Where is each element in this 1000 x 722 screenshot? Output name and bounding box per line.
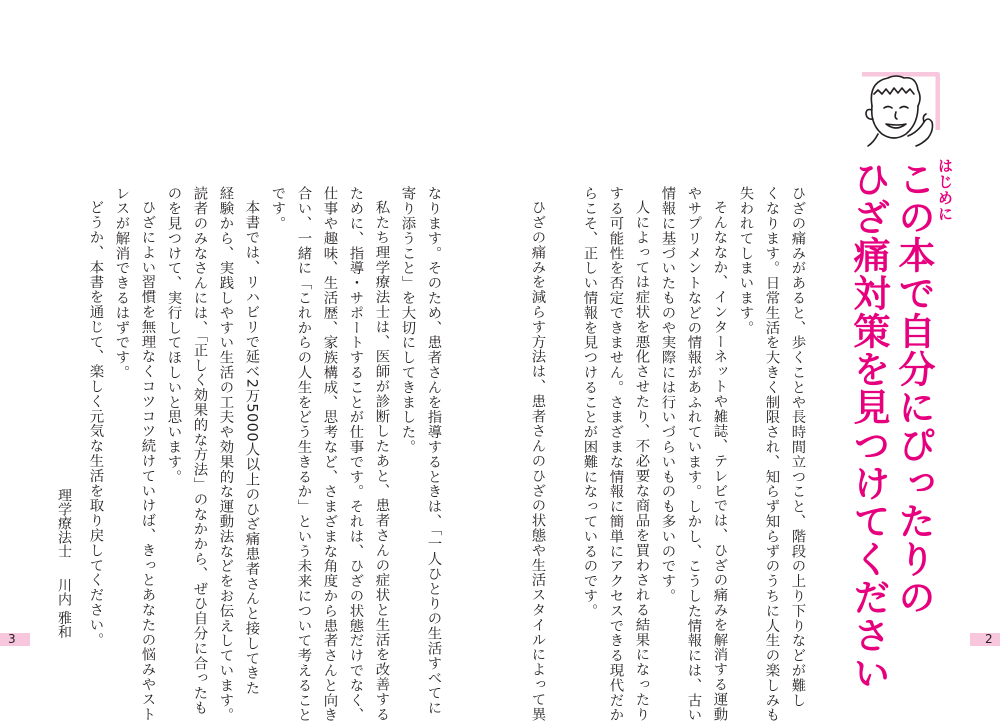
- page-number-right: 2: [985, 632, 993, 646]
- body-line: らこそ、正しい情報を見つけることが困難になっているのです。: [581, 186, 598, 619]
- body-line: 経験から、実践しやすい生活の工夫や効果的な運動法などをお伝えしています。: [217, 186, 234, 722]
- body-line: 失われてしまいます。: [737, 186, 754, 335]
- body-line: 私たち理学療法士は、医師が診断したあと、患者さんの症状と生活を改善する: [373, 200, 390, 722]
- body-line: 人によっては症状を悪化させたり、不必要な商品を買わされる結果になったり: [633, 200, 650, 722]
- body-line: する可能性を否定できません。さまざまな情報に簡単にアクセスできる現代だか: [607, 186, 624, 722]
- signature-name: 川内 雅和: [56, 578, 72, 639]
- body-line: 仕事や趣味、生活歴、家族構成、思考など、さまざまな角度から患者さんと向き: [321, 186, 338, 722]
- page-number-left: 3: [8, 632, 16, 646]
- body-line: 本書では、リハビリで延べ2万5000人以上のひざ痛患者さんと接してきた: [243, 200, 260, 696]
- signature-title: 理学療法士: [56, 488, 72, 558]
- header-label: はじめに: [936, 158, 954, 222]
- body-line: 情報に基づいたものや実際には行いづらいものも多いのです。: [659, 186, 676, 604]
- body-line: どうか、本書を通じて、楽しく元気な生活を取り戻してください。: [87, 200, 104, 647]
- chapter-title-line-1: この本で自分にぴったりの: [892, 160, 935, 616]
- body-line: やサプリメントなどの情報があふれています。しかし、こうした情報には、古い: [685, 186, 702, 722]
- body-line: ひざによい習慣を無理なくコツコツ続けていけば、きっとあなたの悩みやスト: [139, 200, 156, 722]
- body-line: 寄り添うこと」を大切にしてきました。: [399, 186, 416, 455]
- body-line: なります。そのため、患者さんを指導するときは、「一人ひとりの生活すべてに: [425, 186, 442, 716]
- body-line: そんななか、インターネットや雑誌、テレビでは、ひざの痛みを解消する運動: [711, 200, 728, 722]
- body-line: くなります。日常生活を大きく制限され、知らず知らずのうちに人生の楽しみも: [763, 186, 780, 722]
- body-line: 読者のみなさんには、「正しく効果的な方法」のなかから、ぜひ自分に合ったも: [191, 186, 208, 716]
- chapter-title-line-2: ひざ痛対策を見つけてください: [847, 160, 890, 692]
- body-line: レスが解消できるはずです。: [113, 186, 130, 380]
- body-line: のを見つけて、実行してほしいと思います。: [165, 186, 182, 484]
- body-line: ために、指導・サポートすることが仕事です。それは、ひざの状態だけでなく、: [347, 186, 364, 722]
- body-line: です。: [269, 186, 286, 231]
- body-line: ひざの痛みがあると、歩くことや長時間立つこと、階段の上り下りなどが難し: [789, 186, 806, 708]
- author-portrait-illustration: [858, 72, 940, 148]
- body-line: ひざの痛みを減らす方法は、患者さんのひざの状態や生活スタイルによって異: [529, 200, 546, 722]
- body-line: 合い、一緒に「これからの人生をどう生きるか」という未来について考えること: [295, 186, 312, 722]
